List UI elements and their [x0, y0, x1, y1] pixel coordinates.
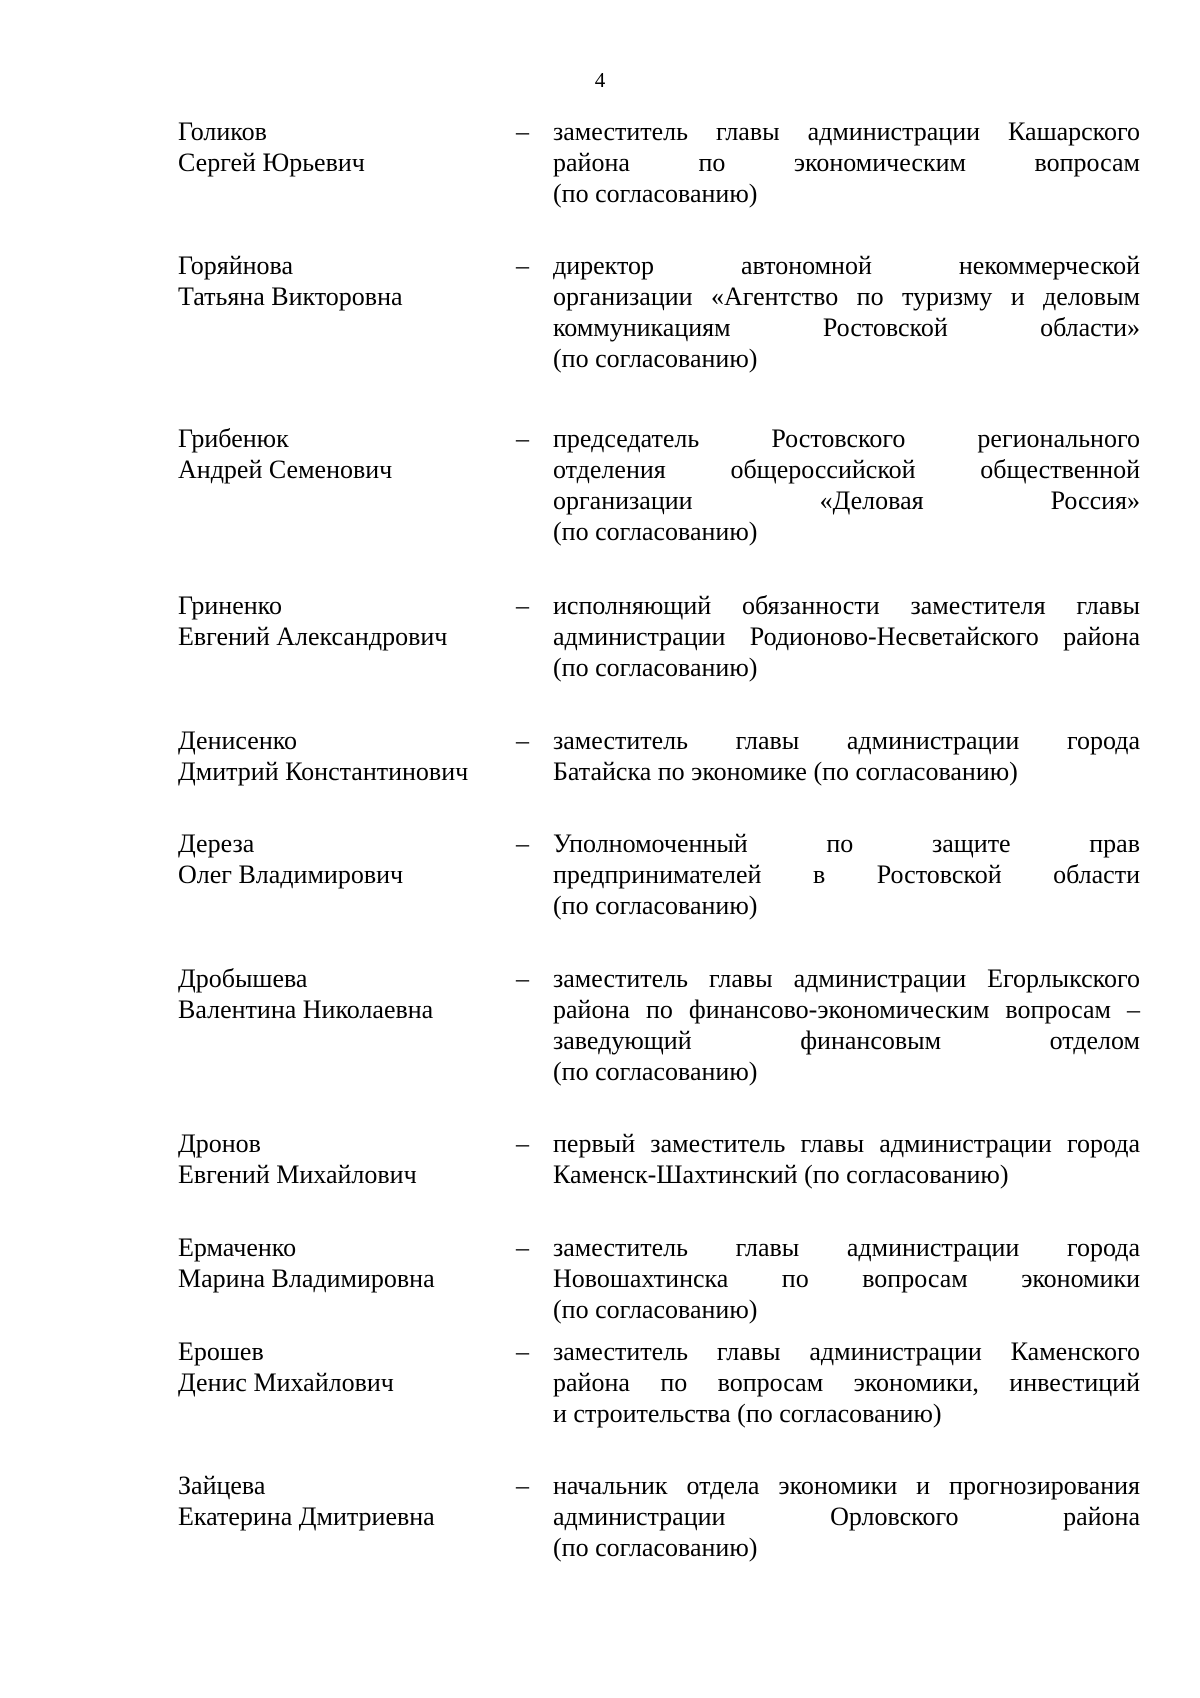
member-role	[553, 1232, 1140, 1325]
member-role-line: коммуникациям Ростовской области»	[553, 313, 1140, 342]
member-role-line: Новошахтинска по вопросам экономики	[553, 1264, 1140, 1293]
member-role-line: и строительства (по согласованию)	[553, 1399, 942, 1428]
member-role-line: заместитель главы администрации города	[553, 726, 1140, 755]
member-name	[178, 590, 508, 652]
member-role	[553, 116, 1140, 209]
member-role-line: администрации Орловского района	[553, 1502, 1140, 1531]
member-role-line: заведующий финансовым отделом	[553, 1026, 1140, 1055]
entry-dash: –	[516, 829, 529, 858]
member-name	[178, 1128, 508, 1190]
member-role-line: (по согласованию)	[553, 179, 758, 208]
entry-dash: –	[516, 591, 529, 620]
member-name	[178, 1470, 508, 1532]
member-role-line: предпринимателей в Ростовской области	[553, 860, 1140, 889]
member-surname: Горяйнова	[178, 251, 294, 280]
member-role-line: Каменск-Шахтинский (по согласованию)	[553, 1160, 1009, 1189]
member-name	[178, 963, 508, 1025]
entry-dash: –	[516, 726, 529, 755]
member-surname: Гриненко	[178, 591, 282, 620]
member-given-name: Евгений Александрович	[178, 622, 448, 651]
member-role	[553, 963, 1140, 1087]
entry-dash: –	[516, 1471, 529, 1500]
member-name	[178, 725, 508, 787]
member-given-name: Марина Владимировна	[178, 1264, 435, 1293]
member-role-line: организации «Деловая Россия»	[553, 486, 1140, 515]
member-role-line: заместитель главы администрации города	[553, 1233, 1140, 1262]
member-surname: Ермаченко	[178, 1233, 297, 1262]
member-role	[553, 590, 1140, 683]
member-role-line: (по согласованию)	[553, 653, 758, 682]
member-surname: Дробышева	[178, 964, 308, 993]
member-role	[553, 250, 1140, 374]
member-given-name: Валентина Николаевна	[178, 995, 434, 1024]
member-name	[178, 423, 508, 485]
member-role-line: начальник отдела экономики и прогнозирования	[553, 1471, 1140, 1500]
member-role-line: заместитель главы администрации Егорлыкского	[553, 964, 1140, 993]
member-role-line: (по согласованию)	[553, 1295, 758, 1324]
member-role-line: заместитель главы администрации Кашарского	[553, 117, 1140, 146]
entry-dash: –	[516, 964, 529, 993]
entry-dash: –	[516, 1233, 529, 1262]
member-role-line: (по согласованию)	[553, 344, 758, 373]
member-role-line: исполняющий обязанности заместителя главы	[553, 591, 1140, 620]
member-surname: Голиков	[178, 117, 267, 146]
member-name	[178, 828, 508, 890]
member-given-name: Андрей Семенович	[178, 455, 393, 484]
entry-dash: –	[516, 117, 529, 146]
member-surname: Денисенко	[178, 726, 298, 755]
member-given-name: Дмитрий Константинович	[178, 757, 469, 786]
member-given-name: Сергей Юрьевич	[178, 148, 365, 177]
member-given-name: Екатерина Дмитриевна	[178, 1502, 435, 1531]
member-role-line: Батайска по экономике (по согласованию)	[553, 757, 1018, 786]
member-role	[553, 1336, 1140, 1429]
member-role	[553, 423, 1140, 547]
member-role-line: Уполномоченный по защите прав	[553, 829, 1140, 858]
member-surname: Грибенюк	[178, 424, 289, 453]
member-name	[178, 116, 508, 178]
entry-dash: –	[516, 1337, 529, 1366]
member-role	[553, 828, 1140, 921]
member-role	[553, 1128, 1140, 1190]
member-role-line: (по согласованию)	[553, 891, 758, 920]
member-name	[178, 1336, 508, 1398]
member-given-name: Татьяна Викторовна	[178, 282, 403, 311]
member-role-line: района по финансово-экономическим вопросам –	[553, 995, 1140, 1024]
member-role-line: отделения общероссийской общественной	[553, 455, 1140, 484]
member-role-line: (по согласованию)	[553, 517, 758, 546]
member-role	[553, 1470, 1140, 1563]
entry-dash: –	[516, 424, 529, 453]
member-surname: Зайцева	[178, 1471, 266, 1500]
member-role-line: района по экономическим вопросам	[553, 148, 1140, 177]
member-given-name: Денис Михайлович	[178, 1368, 394, 1397]
member-role-line: (по согласованию)	[553, 1057, 758, 1086]
entry-dash: –	[516, 1129, 529, 1158]
member-surname: Ерошев	[178, 1337, 264, 1366]
member-role-line: организации «Агентство по туризму и деловым	[553, 282, 1140, 311]
member-role-line: председатель Ростовского регионального	[553, 424, 1140, 453]
member-role-line: администрации Родионово-Несветайского района	[553, 622, 1140, 651]
member-given-name: Евгений Михайлович	[178, 1160, 417, 1189]
member-name	[178, 250, 508, 312]
member-role-line: (по согласованию)	[553, 1533, 758, 1562]
member-role-line: района по вопросам экономики, инвестиций	[553, 1368, 1140, 1397]
member-role-line: первый заместитель главы администрации города	[553, 1129, 1140, 1158]
member-surname: Дронов	[178, 1129, 261, 1158]
member-surname: Дереза	[178, 829, 255, 858]
entry-dash: –	[516, 251, 529, 280]
member-given-name: Олег Владимирович	[178, 860, 404, 889]
member-role	[553, 725, 1140, 787]
member-name	[178, 1232, 508, 1294]
member-role-line: директор автономной некоммерческой	[553, 251, 1140, 280]
member-role-line: заместитель главы администрации Каменского	[553, 1337, 1140, 1366]
page-number: 4	[594, 68, 606, 92]
